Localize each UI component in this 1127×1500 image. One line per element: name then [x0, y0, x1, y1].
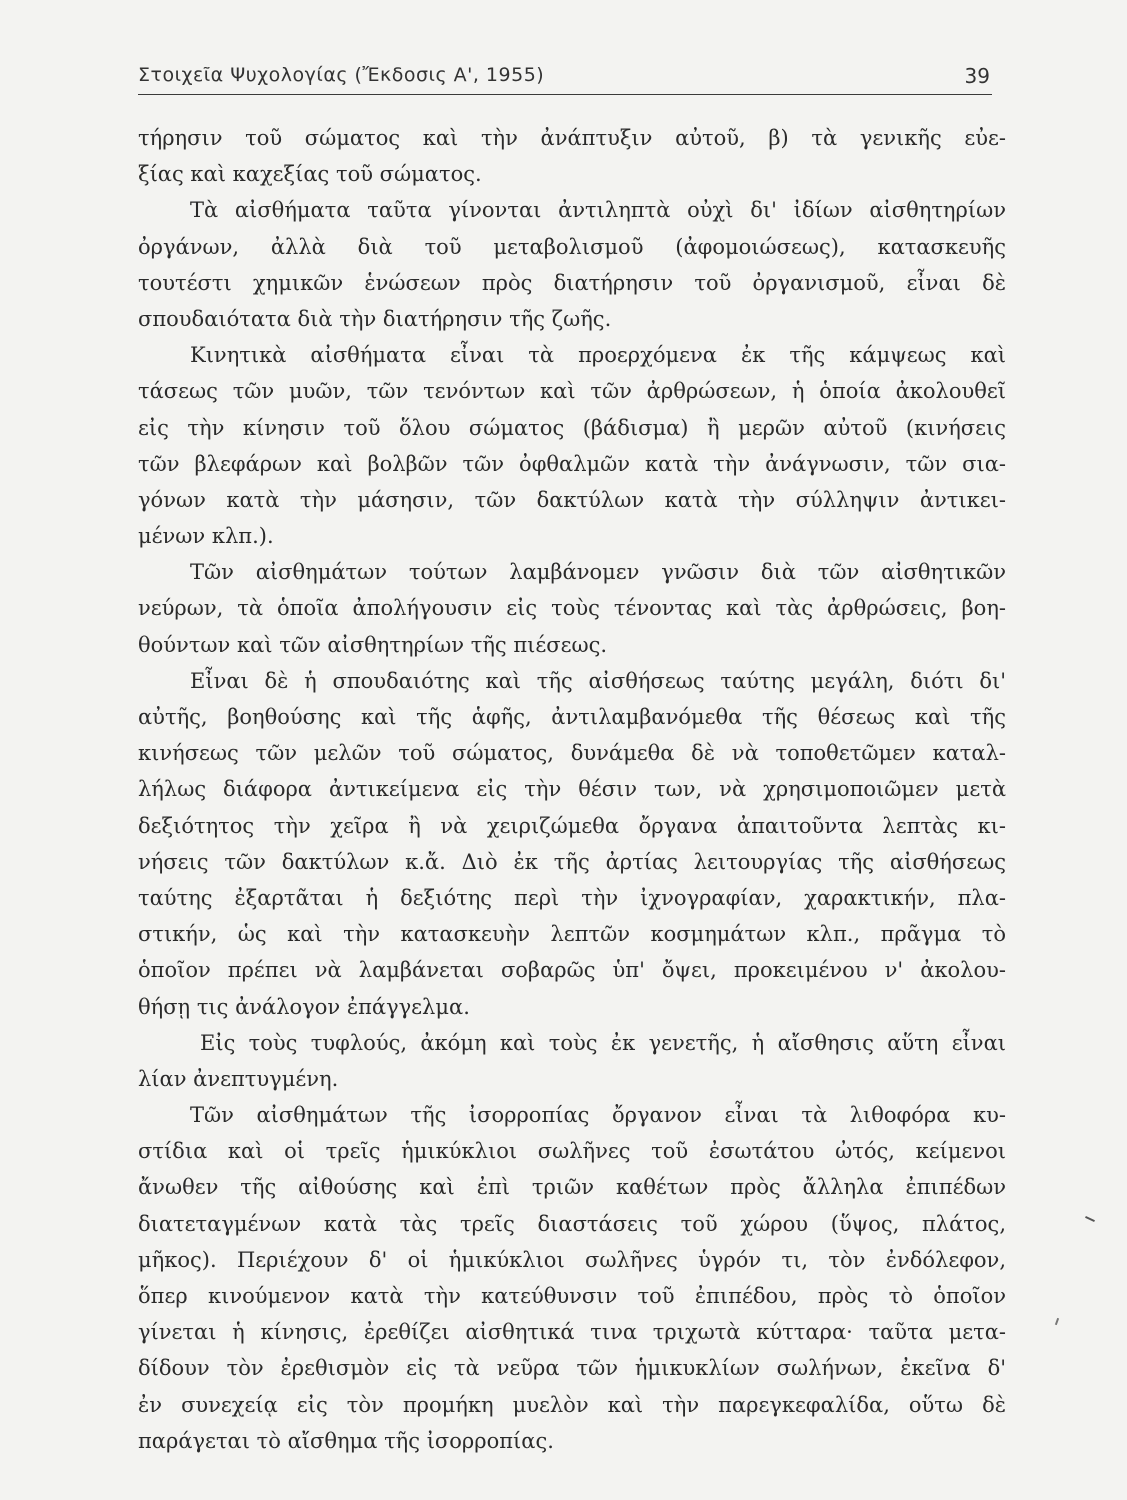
text-line: σπουδαιότατα διὰ τὴν διατήρησιν τῆς ζωῆς. — [138, 306, 612, 331]
paragraph-start-line: Τὰ αἰσθήματα ταῦτα γίνονται ἀντιληπτὰ οὐχὶ δι' ἰδίων αἰσθητηρίων — [190, 198, 1006, 223]
text-line: νήσεις τῶν δακτύλων κ.ἄ. Διὸ ἐκ τῆς ἀρτίας λειτουργίας τῆς αἰσθήσεως — [138, 849, 1006, 874]
text-line: παράγεται τὸ αἴσθημα τῆς ἰσορροπίας. — [138, 1428, 554, 1453]
book-title: Στοιχεῖα Ψυχολογίας (Ἔκδοσις Α', 1955) — [138, 64, 545, 86]
text-line: τήρησιν τοῦ σώματος καὶ τὴν ἀνάπτυξιν αὐτοῦ, β) τὰ γενικῆς εὐε- — [138, 126, 1006, 150]
text-line: γόνων κατὰ τὴν μάσησιν, τῶν δακτύλων κατὰ τὴν σύλληψιν ἀντικει- — [138, 487, 1006, 512]
text-line: μένων κλπ.). — [138, 524, 274, 549]
text-line: ὅπερ κινούμενον κατὰ τὴν κατεύθυνσιν τοῦ ἐπιπέδου, πρὸς τὸ ὁποῖον — [138, 1284, 1006, 1308]
paragraph-start-line: Τῶν αἰσθημάτων τούτων λαμβάνομεν γνῶσιν διὰ τῶν αἰσθητικῶν — [190, 560, 1006, 585]
text-line: κινήσεως τῶν μελῶν τοῦ σώματος, δυνάμεθα δὲ νὰ τοποθετῶμεν καταλ- — [138, 741, 1006, 766]
text-line: λίαν ἀνεπτυγμένη. — [138, 1066, 339, 1091]
text-line: εἰς τὴν κίνησιν τοῦ ὅλου σώματος (βάδισμα) ἢ μερῶν αὐτοῦ (κινήσεις — [138, 415, 1006, 440]
text-line: ὀργάνων, ἀλλὰ διὰ τοῦ μεταβολισμοῦ (ἀφομοιώσεως), κατασκευῆς — [138, 234, 1006, 259]
text-line: ἄνωθεν τῆς αἰθούσης καὶ ἐπὶ τριῶν καθέτων πρὸς ἄλληλα ἐπιπέδων — [138, 1175, 1006, 1200]
text-line: ἐν συνεχείᾳ εἰς τὸν προμήκη μυελὸν καὶ τὴν παρεγκεφαλίδα, οὕτω δὲ — [138, 1392, 1006, 1417]
text-line: μῆκος). Περιέχουν δ' οἱ ἡμικύκλιοι σωλῆνες ὑγρόν τι, τὸν ἐνδόλεφον, — [138, 1247, 1006, 1272]
text-line: θήσῃ τις ἀνάλογον ἐπάγγελμα. — [138, 994, 470, 1019]
paragraph-start-line: Κινητικὰ αἰσθήματα εἶναι τὰ προερχόμενα ἐκ τῆς κάμψεως καὶ — [190, 343, 1006, 368]
margin-mark — [1055, 1318, 1059, 1325]
text-line: αὐτῆς, βοηθούσης καὶ τῆς ἁφῆς, ἀντιλαμβανόμεθα τῆς θέσεως καὶ τῆς — [138, 705, 1006, 729]
paragraph-start-line: Τῶν αἰσθημάτων τῆς ἰσορροπίας ὄργανον εἶναι τὰ λιθοφόρα κυ- — [190, 1103, 1006, 1128]
text-line: τῶν βλεφάρων καὶ βολβῶν τῶν ὀφθαλμῶν κατὰ τὴν ἀνάγνωσιν, τῶν σια- — [138, 451, 1006, 476]
margin-mark — [1085, 1216, 1095, 1222]
running-header — [138, 62, 992, 95]
text-line: λήλως διάφορα ἀντικείμενα εἰς τὴν θέσιν των, νὰ χρησιμοποιῶμεν μετὰ — [138, 777, 1006, 802]
body-text — [138, 120, 1006, 1459]
paragraph-start-line: Εἶναι δὲ ἡ σπουδαιότης καὶ τῆς αἰσθήσεως ταύτης μεγάλη, διότι δι' — [190, 668, 1006, 693]
text-line: ταύτης ἐξαρτᾶται ἡ δεξιότης περὶ τὴν ἰχνογραφίαν, χαρακτικήν, πλα- — [138, 885, 1006, 910]
text-line: στίδια καὶ οἱ τρεῖς ἡμικύκλιοι σωλῆνες τοῦ ἐσωτάτου ὠτός, κείμενοι — [138, 1139, 1006, 1164]
text-line: γίνεται ἡ κίνησις, ἐρεθίζει αἰσθητικά τινα τριχωτὰ κύτταρα· ταῦτα μετα- — [138, 1320, 1006, 1345]
page-number: 39 — [964, 64, 990, 88]
paragraph-start-line: Εἰς τοὺς τυφλούς, ἀκόμη καὶ τοὺς ἐκ γενετῆς, ἡ αἴσθησις αὕτη εἶναι — [200, 1030, 1006, 1055]
text-line: ὁποῖον πρέπει νὰ λαμβάνεται σοβαρῶς ὑπ' ὄψει, προκειμένου ν' ἀκολου- — [138, 958, 1006, 983]
text-line: στικήν, ὡς καὶ τὴν κατασκευὴν λεπτῶν κοσμημάτων κλπ., πρᾶγμα τὸ — [138, 922, 1006, 947]
text-line: διατεταγμένων κατὰ τὰς τρεῖς διαστάσεις τοῦ χώρου (ὕψος, πλάτος, — [138, 1211, 1006, 1236]
text-line: νεύρων, τὰ ὁποῖα ἀπολήγουσιν εἰς τοὺς τένοντας καὶ τὰς ἀρθρώσεις, βοη- — [138, 596, 1006, 621]
text-line: δίδουν τὸν ἐρεθισμὸν εἰς τὰ νεῦρα τῶν ἡμικυκλίων σωλήνων, ἐκεῖνα δ' — [138, 1356, 1006, 1381]
text-line: θούντων καὶ τῶν αἰσθητηρίων τῆς πιέσεως. — [138, 632, 608, 657]
text-line: ξίας καὶ καχεξίας τοῦ σώματος. — [138, 162, 482, 187]
text-line: δεξιότητος τὴν χεῖρα ἢ νὰ χειριζώμεθα ὄργανα ἀπαιτοῦντα λεπτὰς κι- — [138, 813, 1006, 838]
text-line: τάσεως τῶν μυῶν, τῶν τενόντων καὶ τῶν ἀρθρώσεων, ἡ ὁποία ἀκολουθεῖ — [138, 379, 1006, 404]
text-line: τουτέστι χημικῶν ἑνώσεων πρὸς διατήρησιν τοῦ ὀργανισμοῦ, εἶναι δὲ — [138, 270, 1006, 295]
